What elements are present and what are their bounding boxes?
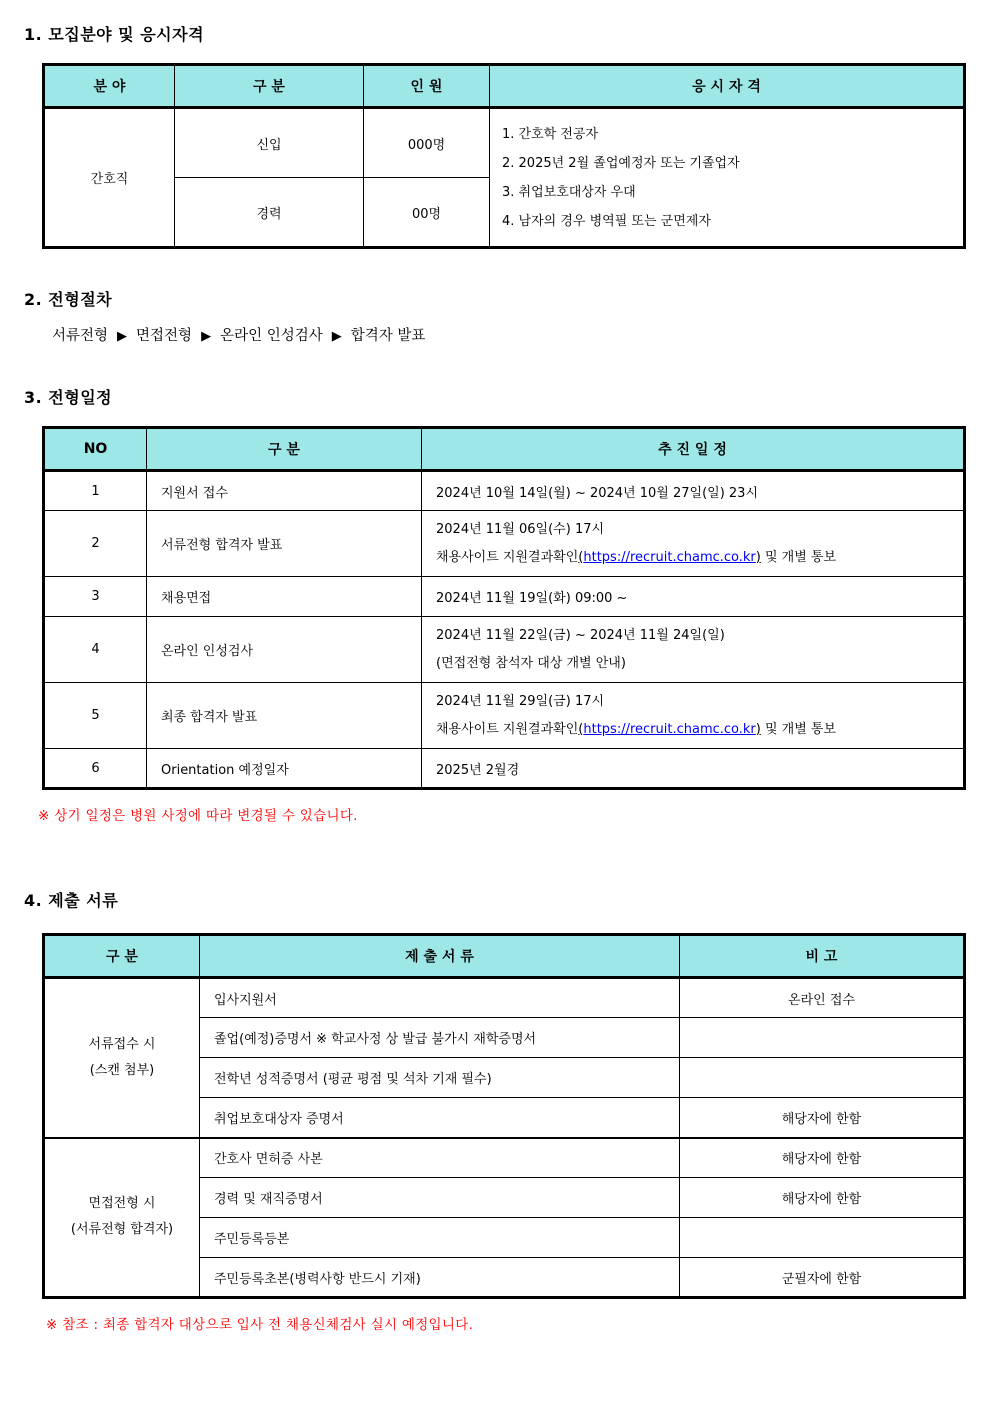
schedule-header-row	[44, 428, 965, 471]
physical-exam-note: ※ 참조 : 최종 합격자 대상으로 입사 전 채용신체검사 실시 예정입니다.	[46, 1317, 474, 1333]
schedule-date	[422, 617, 965, 683]
document-name: 전학년 성적증명서 (평균 평점 및 석차 기재 필수)	[200, 1058, 680, 1098]
link-paren: )	[755, 549, 761, 565]
col-header-category: 구 분	[147, 428, 422, 471]
qualification-item: 1. 간호학 전공자	[502, 126, 599, 142]
document-name: 간호사 면허증 사본	[200, 1138, 680, 1178]
link-prefix-text: 채용사이트 지원결과확인	[436, 549, 579, 565]
col-header-field: 분 야	[44, 65, 175, 108]
schedule-no: 3	[44, 577, 147, 617]
document-remark: 해당자에 한함	[680, 1098, 965, 1138]
schedule-category: Orientation 예정일자	[147, 749, 422, 789]
schedule-date: 2025년 2월경	[422, 749, 965, 789]
schedule-row	[44, 577, 965, 617]
qualification-cell	[490, 108, 965, 248]
count-cell: 000명	[364, 108, 490, 178]
document-name: 주민등록초본(병력사항 반드시 기재)	[200, 1258, 680, 1298]
group-label-line: (스캔 첨부)	[89, 1062, 155, 1078]
schedule-change-note: ※ 상기 일정은 병원 사정에 따라 변경될 수 있습니다.	[38, 808, 358, 824]
process-step: 면접전형	[136, 328, 193, 344]
qualification-item: 4. 남자의 경우 병역필 또는 군면제자	[502, 213, 711, 229]
arrow-right-icon: ▶	[201, 329, 212, 344]
col-header-remark: 비 고	[680, 935, 965, 978]
qualification-item: 3. 취업보호대상자 우대	[502, 184, 636, 200]
link-suffix-text: 및 개별 통보	[760, 721, 837, 737]
schedule-date: 2024년 10월 14일(월) ~ 2024년 10월 27일(일) 23시	[422, 471, 965, 511]
process-step: 합격자 발표	[350, 328, 426, 344]
document-name: 경력 및 재직증명서	[200, 1178, 680, 1218]
schedule-date-line	[436, 544, 963, 572]
col-header-qualification: 응 시 자 격	[490, 65, 965, 108]
schedule-date-line	[436, 716, 963, 744]
recruitment-header-row	[44, 65, 965, 108]
group-label-line: 면접전형 시	[88, 1196, 156, 1212]
documents-table	[42, 933, 966, 1299]
schedule-no: 4	[44, 617, 147, 683]
schedule-no: 6	[44, 749, 147, 789]
document-remark: 온라인 접수	[680, 978, 965, 1018]
schedule-row	[44, 683, 965, 749]
document-remark: 군필자에 한함	[680, 1258, 965, 1298]
document-name: 취업보호대상자 증명서	[200, 1098, 680, 1138]
col-header-document: 제 출 서 류	[200, 935, 680, 978]
document-row	[44, 978, 965, 1018]
col-header-schedule: 추 진 일 정	[422, 428, 965, 471]
type-cell: 신입	[175, 108, 364, 178]
document-remark	[680, 1018, 965, 1058]
process-step: 온라인 인성검사	[220, 328, 323, 344]
recruitment-table	[42, 63, 966, 249]
document-group-cell	[44, 1138, 200, 1298]
process-step: 서류전형	[52, 328, 109, 344]
selection-process-flow	[52, 324, 992, 345]
document-name: 입사지원서	[200, 978, 680, 1018]
link-paren: )	[755, 721, 761, 737]
col-header-no: NO	[44, 428, 147, 471]
schedule-category: 온라인 인성검사	[147, 617, 422, 683]
schedule-date-line: 2024년 11월 22일(금) ~ 2024년 11월 24일(일)	[436, 627, 725, 643]
schedule-row	[44, 749, 965, 789]
documents-header-row	[44, 935, 965, 978]
arrow-right-icon: ▶	[117, 329, 128, 344]
schedule-date	[422, 683, 965, 749]
document-name: 졸업(예정)증명서 ※ 학교사정 상 발급 불가시 재학증명서	[200, 1018, 680, 1058]
document-remark: 해당자에 한함	[680, 1178, 965, 1218]
section4-title: 4. 제출 서류	[24, 891, 119, 910]
schedule-row	[44, 617, 965, 683]
recruit-site-link[interactable]: https://recruit.chamc.co.kr	[583, 549, 756, 565]
schedule-category: 지원서 접수	[147, 471, 422, 511]
section2-title: 2. 전형절차	[24, 290, 113, 309]
count-cell: 00명	[364, 178, 490, 248]
schedule-table	[42, 426, 966, 790]
schedule-category: 최종 합격자 발표	[147, 683, 422, 749]
document-group-cell	[44, 978, 200, 1138]
schedule-no: 5	[44, 683, 147, 749]
col-header-count: 인 원	[364, 65, 490, 108]
schedule-date: 2024년 11월 19일(화) 09:00 ~	[422, 577, 965, 617]
link-paren: (	[578, 549, 584, 565]
schedule-row	[44, 511, 965, 577]
schedule-date-line: 2024년 11월 29일(금) 17시	[436, 693, 605, 709]
type-cell: 경력	[175, 178, 364, 248]
schedule-no: 1	[44, 471, 147, 511]
link-prefix-text: 채용사이트 지원결과확인	[436, 721, 579, 737]
link-suffix-text: 및 개별 통보	[760, 549, 837, 565]
document-row	[44, 1138, 965, 1178]
qualification-item: 2. 2025년 2월 졸업예정자 또는 기졸업자	[502, 155, 740, 171]
table-row	[44, 108, 965, 178]
document-remark	[680, 1218, 965, 1258]
schedule-no: 2	[44, 511, 147, 577]
section3-title: 3. 전형일정	[24, 388, 113, 407]
schedule-category: 채용면접	[147, 577, 422, 617]
group-label-line: (서류전형 합격자)	[70, 1222, 174, 1238]
schedule-date-line: 2024년 11월 06일(수) 17시	[436, 521, 605, 537]
schedule-date	[422, 511, 965, 577]
document-name: 주민등록등본	[200, 1218, 680, 1258]
schedule-row	[44, 471, 965, 511]
document-remark	[680, 1058, 965, 1098]
arrow-right-icon: ▶	[331, 329, 342, 344]
field-cell: 간호직	[44, 108, 175, 248]
recruit-site-link[interactable]: https://recruit.chamc.co.kr	[583, 721, 756, 737]
schedule-category: 서류전형 합격자 발표	[147, 511, 422, 577]
col-header-group: 구 분	[44, 935, 200, 978]
section1-title: 1. 모집분야 및 응시자격	[24, 25, 205, 44]
link-paren: (	[578, 721, 584, 737]
document-remark: 해당자에 한함	[680, 1138, 965, 1178]
group-label-line: 서류접수 시	[88, 1036, 156, 1052]
col-header-type: 구 분	[175, 65, 364, 108]
schedule-date-line: (면접전형 참석자 대상 개별 안내)	[436, 655, 626, 671]
